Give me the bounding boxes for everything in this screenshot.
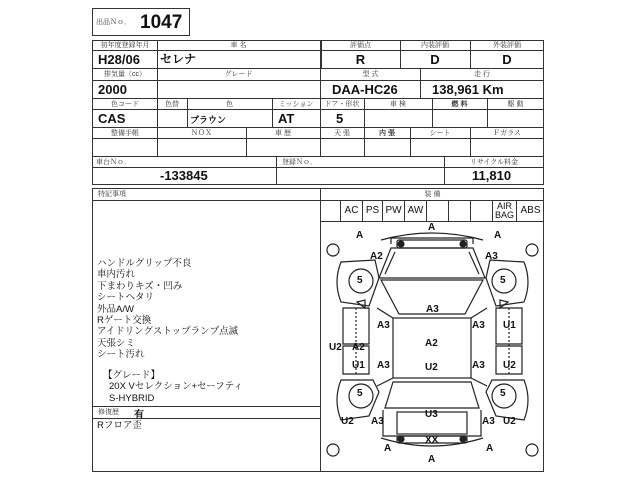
damage-hood: A3 (426, 304, 439, 315)
damage-center-u2: U2 (425, 362, 438, 373)
equipment-ps: PS (362, 201, 382, 221)
color-label: 色 (226, 101, 233, 108)
remark-line: シートヘタリ (97, 292, 155, 304)
remark-line: 外品A/W (97, 303, 134, 315)
equipment-ac: AC (340, 201, 362, 221)
lot-number: 1047 (140, 12, 183, 33)
damage-right-u1: U1 (503, 320, 516, 331)
windshield-label: Ｆガラス (493, 130, 521, 137)
history-label: 車 歴 (275, 130, 291, 137)
exterior-label: 外装評価 (493, 42, 521, 49)
transmission-value: AT (278, 111, 295, 126)
repair-note: Rフロア歪 (97, 420, 142, 431)
registration-label: 初年度登録年月 (100, 42, 150, 49)
damage-left-a3: A3 (377, 360, 390, 371)
color-code-label: 色コード (111, 101, 139, 108)
equipment-pw: PW (382, 201, 404, 221)
mileage-value: 138,961 Km (432, 82, 504, 97)
damage-fl-door: A3 (377, 320, 390, 331)
remark-line: 20X Vセレクション+セーフティ (109, 381, 243, 393)
damage-front-top: A (428, 222, 436, 233)
displacement-label: 排気量（cc） (104, 71, 146, 78)
headliner-label: 天 張 (334, 130, 350, 137)
damage-roof: A2 (425, 338, 438, 349)
equipment-blank (470, 201, 492, 221)
interior-trim-label: 内 張 (379, 130, 395, 137)
lot-number-box (92, 8, 190, 36)
color-code-value: CAS (98, 111, 126, 126)
car-name-value: セレナ (160, 52, 197, 66)
service-book-label: 整備手帳 (111, 130, 139, 137)
damage-right-a3b: A3 (472, 360, 485, 371)
recycle-value: 11,810 (472, 168, 512, 183)
remark-line: S-HYBRID (109, 392, 155, 404)
remark-line: Rゲート交換 (97, 315, 152, 326)
damage-fr-wheel: 5 (500, 275, 506, 286)
lot-number-label: 出品Ｎｏ． (96, 19, 131, 26)
equipment-label: 装 備 (424, 191, 441, 198)
damage-rr-u2: U2 (503, 416, 516, 427)
damage-right-a3: A3 (472, 320, 485, 331)
doors-value: 5 (336, 111, 344, 126)
exterior-value: D (502, 52, 512, 67)
damage-front-left: A (356, 230, 364, 241)
remark-line: 下まわりキズ・凹み (97, 280, 183, 292)
damage-rr-a3: A3 (482, 416, 495, 427)
damage-right-u2: U2 (503, 360, 516, 371)
remark-line: アイドリングストップランプ点滅 (97, 326, 239, 338)
equipment-blank (426, 201, 448, 221)
seat-label: シート (429, 130, 451, 137)
damage-rl-u2: U2 (341, 416, 354, 427)
recycle-label: リサイクル料金 (469, 159, 519, 166)
remark-line: 車内汚れ (97, 269, 136, 281)
remarks-label: 特記事項 (98, 191, 126, 198)
equipment-abs: ABS (516, 201, 544, 221)
damage-front-right: A (494, 230, 502, 241)
score-label: 評価点 (350, 42, 371, 49)
displacement-value: 2000 (98, 82, 127, 97)
damage-fl-fender: A2 (370, 251, 383, 262)
damage-rear-left: A (384, 443, 392, 454)
damage-fl-wheel: 5 (357, 275, 363, 286)
interior-label: 内装評価 (421, 42, 449, 49)
equipment-airbag: AIR BAG (492, 201, 516, 221)
remark-line: ハンドルグリップ不良 (97, 258, 192, 269)
model-code-value: DAA-HC26 (332, 82, 398, 97)
fuel-label: 燃 料 (451, 101, 468, 108)
equipment-blank (448, 201, 470, 221)
damage-bumper-xx: XX (425, 435, 439, 446)
damage-left-u2: U2 (329, 342, 342, 353)
grade-label: グレード (224, 71, 253, 78)
mileage-label: 走 行 (474, 71, 490, 78)
transmission-label: ミッション (278, 101, 314, 108)
score-value: R (355, 52, 366, 67)
doors-label: ドア・形状 (324, 101, 360, 108)
damage-rl-wheel: 5 (357, 388, 363, 399)
remark-line: 【グレード】 (103, 370, 161, 381)
damage-left-a2: A2 (352, 342, 365, 353)
damage-rear-u3: U3 (425, 409, 438, 420)
drive-label: 駆 動 (507, 101, 524, 108)
nox-label: ＮＯＸ (191, 130, 212, 137)
remark-line: シート汚れ (97, 349, 145, 361)
damage-left-u1: U1 (352, 360, 365, 371)
reg-number-label: 登録Ｎｏ． (282, 159, 317, 166)
interior-value: D (430, 52, 440, 67)
car-name-label: 車 名 (230, 42, 247, 49)
color-change-label: 色替 (165, 101, 179, 108)
repair-history-label: 修復歴 (98, 409, 119, 416)
damage-rl-a3: A3 (371, 416, 384, 427)
equipment-aw: AW (404, 201, 426, 221)
repair-history-value: 有 (134, 410, 144, 421)
model-code-label: 型 式 (362, 71, 379, 78)
damage-rr-wheel: 5 (500, 388, 506, 399)
damage-rear-bottom: A (428, 454, 436, 465)
registration-value: H28/06 (98, 52, 140, 67)
remark-line: 天張シミ (97, 337, 136, 349)
damage-fr-fender: A3 (485, 251, 498, 262)
color-value: ブラウン (190, 115, 227, 125)
chassis-label: 車台Ｎｏ． (96, 159, 131, 166)
chassis-value: -133845 (160, 168, 208, 183)
inspection-label: 車 検 (390, 101, 406, 108)
damage-rear-right: A (486, 443, 494, 454)
